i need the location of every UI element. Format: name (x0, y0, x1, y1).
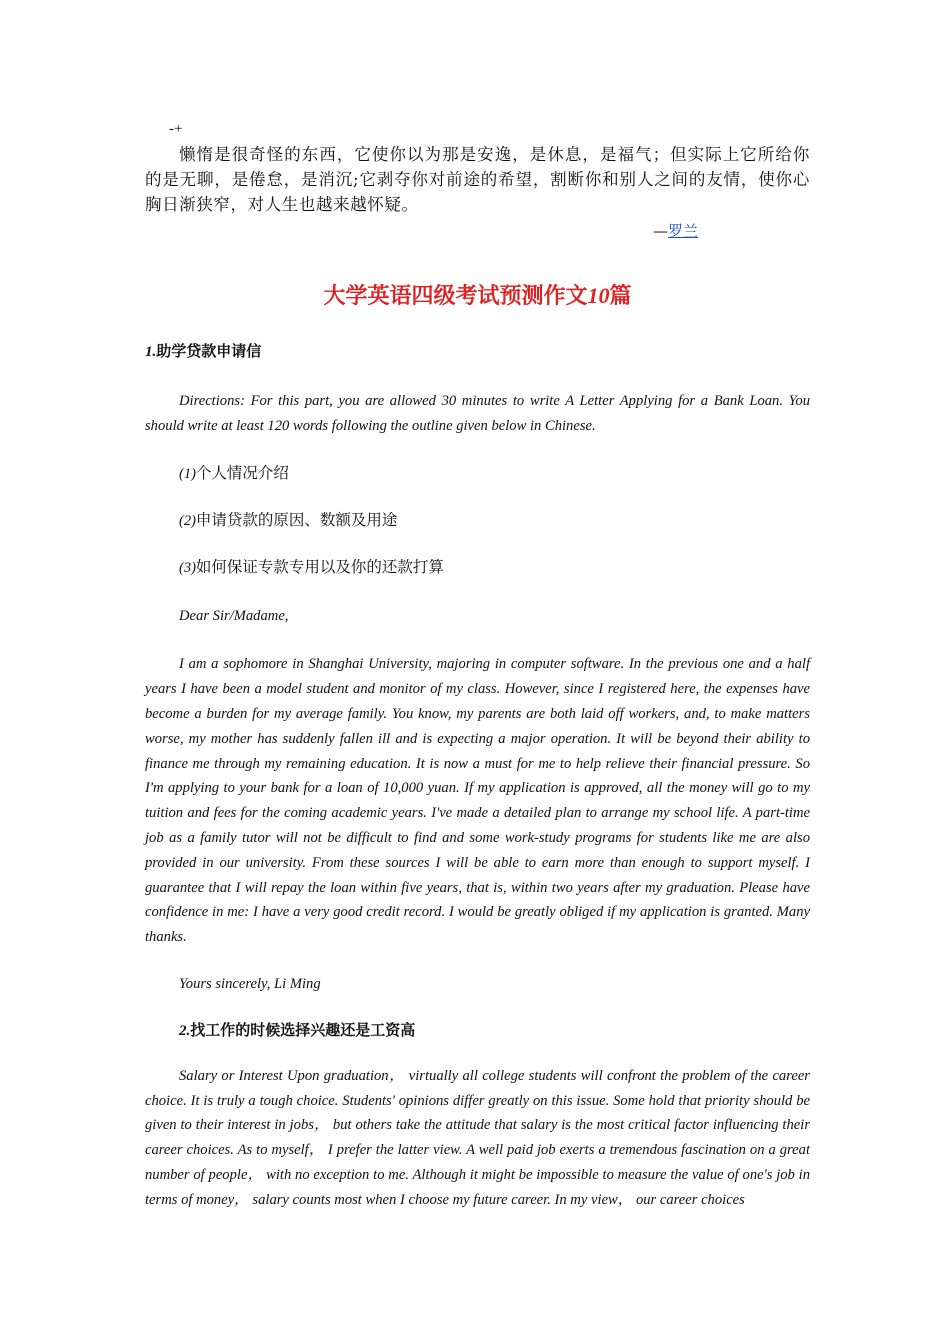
author-link[interactable]: 罗兰 (667, 222, 698, 240)
quote-paragraph: 懒惰是很奇怪的东西，它使你以为那是安逸，是休息，是福气；但实际上它所给你的是无聊，是倦怠，是消沉;它剥夺你对前途的希望，割断你和别人之间的友情，使你心胸日渐狭窄，对人生也越来越怀疑。 (145, 145, 810, 214)
letter-body: I am a sophomore in Shanghai University, majoring in computer software. In the previous one and a half years I have been a model student and monitor of my class. However, since I registered here, the expenses have become a burden for my average family. You know, my parents are both laid off workers, and, to make matters worse, my mother has suddenly fallen ill and is expecting a major operation. It will be beyond their ability to finance me through my remaining education. It is now a must for me to help relieve their financial pressure. So I'm applying to your bank for a loan of 10,000 yuan. If my application is approved, all the money will go to my tuition and fees for the coming academic years. I've made a detailed plan to arrange my school life. A part-time job as a family tutor will not be difficult to find and some work-study programs for students like me are also provided in our university. From these sources I will be able to earn more than enough to support myself. I guarantee that I will repay the loan within five years, that is, within two years after my graduation. Please have confidence in me: I have a very good credit record. I would be greatly obliged if my application is granted. Many thanks. (145, 656, 810, 946)
outline-item-2-number: (2) (179, 512, 196, 529)
outline-item-1 (145, 461, 810, 486)
section-2-number: 2. (179, 1022, 191, 1039)
outline-item-3-number: (3) (179, 559, 196, 576)
main-title (145, 281, 810, 312)
section-1-title: 助学贷款申请信 (156, 342, 262, 360)
section-1-number: 1. (145, 344, 157, 360)
main-title-number: 10 (587, 283, 610, 308)
section-2-heading (145, 1019, 810, 1042)
outline-item-3 (145, 555, 810, 580)
document-page (145, 118, 810, 1227)
quote-dash: — (652, 222, 668, 240)
page-marker: -+ (169, 121, 183, 137)
outline-item-1-number: (1) (179, 465, 196, 482)
main-title-suffix: 篇 (609, 284, 632, 309)
essay-2-body: Salary or Interest Upon graduation， virtually all college students will confront the problem of the career choice. It is truly a tough choice. Students' opinions differ greatly on this issue. Some hold that priority should be given to their interest in jobs， but others take the attitude that salary is the most critical factor influencing their career choices. As to myself， I prefer the latter view. A well paid job exerts a tremendous fascination on a great number of people， with no exception to me. Although it might be impossible to measure the value of one's job in terms of money， salary counts most when I choose my future career. In my view， our career choices (145, 1067, 810, 1208)
quote-signature (145, 219, 698, 243)
section-2-title: 找工作的时候选择兴趣还是工资高 (190, 1020, 416, 1039)
section-1-heading (145, 340, 810, 363)
outline-item-3-text: 如何保证专款专用以及你的还款打算 (195, 557, 444, 576)
letter-closing: Yours sincerely, Li Ming (179, 975, 321, 992)
outline-item-2-text: 申请贷款的原因、数额及用途 (195, 510, 398, 529)
directions-paragraph: Directions: For this part, you are allowed 30 minutes to write A Letter Applying for a Bank Loan. You should write at least 120 words following the outline given below in Chinese. (145, 393, 810, 434)
outline-item-2 (145, 508, 810, 533)
outline-item-1-text: 个人情况介绍 (195, 463, 289, 482)
main-title-prefix: 大学英语四级考试预测作文 (323, 284, 588, 309)
letter-greeting: Dear Sir/Madame, (179, 607, 289, 624)
